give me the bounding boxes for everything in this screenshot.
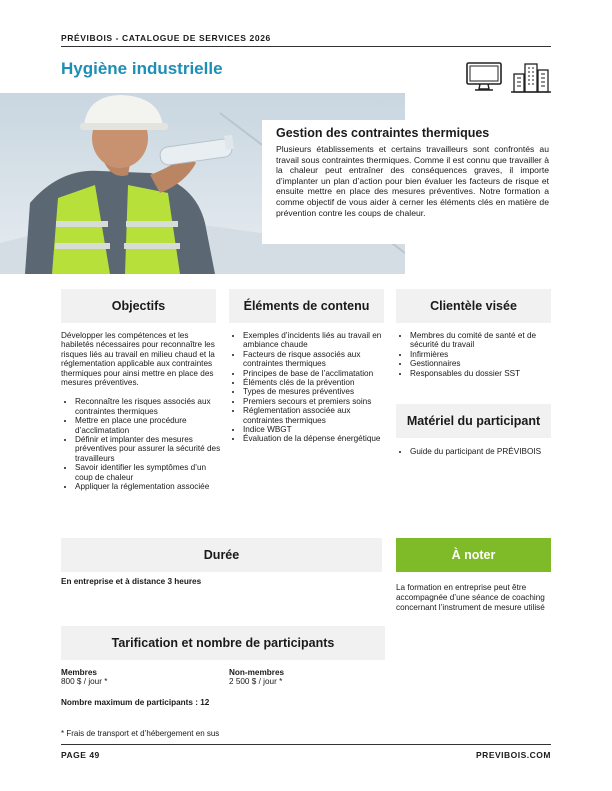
intro-heading: Gestion des contraintes thermiques [276, 126, 490, 140]
contenu-section [229, 331, 389, 444]
list-item: • Reconnaître les risques associés aux contraintes thermiques [75, 397, 221, 416]
clientele-list [396, 331, 554, 378]
a-noter-text: La formation en entreprise peut être accompagnée d’une séance de coaching concernant l’instrument de mesure utilisé [396, 583, 545, 613]
duree-title: Durée [61, 538, 382, 572]
list-item: • Appliquer la réglementation associée [75, 482, 221, 491]
membres-label: Membres [61, 668, 97, 677]
list-item: • Définir et implanter des mesures préventives pour assurer la sécurité des travailleurs [75, 435, 221, 463]
list-item: • Responsables du dossier SST [410, 369, 554, 378]
list-item: • Guide du participant de PRÉVIBOIS [410, 447, 554, 456]
header-divider [61, 46, 551, 47]
a-noter-title: À noter [396, 538, 551, 572]
duree-text: En entreprise et à distance 3 heures [61, 577, 202, 586]
page-title: Hygiène industrielle [61, 59, 223, 78]
footnote: * Frais de transport et d’hébergement en sus [61, 729, 220, 738]
catalogue-header: PRÉVIBOIS - CATALOGUE DE SERVICES 2026 [61, 33, 271, 43]
list-item: • Premiers secours et premiers soins [243, 397, 389, 406]
materiel-title: Matériel du participant [396, 404, 551, 438]
objectifs-intro: Développer les compétences et les habiletés nécessaires pour reconnaître les risques liés au travail en milieu chaud et la réglementation applicable aux contraintes thermiques pour ainsi mettre en place des mesures préventives. [61, 331, 215, 388]
intro-body: Plusieurs établissements et certains travailleurs sont confrontés au travail sous contraintes thermiques. Comme il est connu que travailler à la chaleur peut entraîner des conséquences graves, il importe d’implanter un plan d’action pour bien évaluer les facteurs de risque et ensuite mettre en place des mesures préventives. Notre formation a comme objectif de vous aider à cerner les éléments clés en matière de prévention contre les coups de chaleur. [276, 144, 549, 218]
intro-panel [262, 120, 552, 244]
tarification-title: Tarification et nombre de participants [61, 626, 385, 660]
footer-divider [61, 744, 551, 745]
clientele-title: Clientèle visée [396, 289, 551, 323]
clientele-section [396, 331, 554, 378]
objectifs-list [61, 397, 221, 491]
contenu-list [229, 331, 389, 444]
max-participants: Nombre maximum de participants : 12 [61, 698, 210, 707]
list-item: • Éléments clés de la prévention [243, 378, 389, 387]
non-membres-label: Non-membres [229, 668, 285, 677]
list-item: • Exemples d’incidents liés au travail en ambiance chaude [243, 331, 389, 350]
monitor-icon [465, 61, 503, 93]
list-item: • Types de mesures préventives [243, 387, 389, 396]
list-item: • Facteurs de risque associés aux contraintes thermiques [243, 350, 389, 369]
list-item: • Infirmières [410, 350, 554, 359]
non-membres-value: 2 500 $ / jour * [229, 677, 283, 686]
page-number: PAGE 49 [61, 750, 100, 760]
list-item: • Gestionnaires [410, 359, 554, 368]
website-link[interactable]: PREVIBOIS.COM [476, 750, 551, 760]
materiel-list [396, 447, 554, 456]
list-item: • Savoir identifier les symptômes d’un coup de chaleur [75, 463, 221, 482]
objectifs-title: Objectifs [61, 289, 216, 323]
list-item: • Évaluation de la dépense énergétique [243, 434, 389, 443]
buildings-icon [511, 60, 551, 94]
objectifs-section [61, 331, 221, 492]
list-item: • Mettre en place une procédure d’acclimatation [75, 416, 221, 435]
materiel-section [396, 447, 554, 456]
list-item: • Membres du comité de santé et de sécurité du travail [410, 331, 554, 350]
membres-value: 800 $ / jour * [61, 677, 108, 686]
list-item: • Indice WBGT [243, 425, 389, 434]
list-item: • Principes de base de l’acclimatation [243, 369, 389, 378]
list-item: • Réglementation associée aux contraintes thermiques [243, 406, 389, 425]
contenu-title: Éléments de contenu [229, 289, 384, 323]
